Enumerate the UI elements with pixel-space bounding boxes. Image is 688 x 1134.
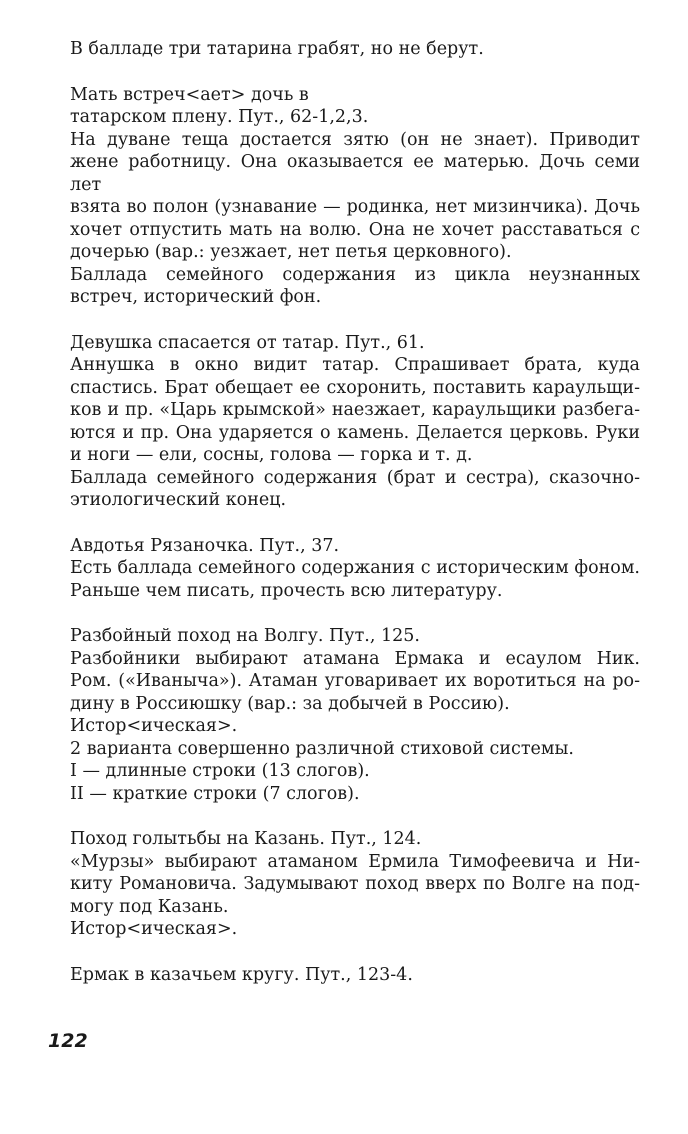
text-line: этиологический конец.	[70, 490, 287, 510]
text-line: жене работницу. Она оказывается ее матерью. Дочь семи лет	[70, 152, 640, 195]
text-line: Истор<ическая>.	[70, 919, 238, 939]
entry-title: Поход голытьбы на Казань. Пут., 124.	[70, 829, 422, 849]
text-line: спастись. Брат обещает ее схоронить, поставить караульщи-	[70, 377, 640, 398]
text-line: и ноги — ели, сосны, голова — горка и т. д.	[70, 445, 473, 465]
text-line: встреч, исторический фон.	[70, 287, 322, 307]
paragraph-gap	[70, 941, 640, 964]
entry-title: Девушка спасается от татар. Пут., 61.	[70, 332, 425, 353]
text-line: хочет отпустить мать на волю. Она не хочет расставаться с	[70, 219, 640, 240]
text-line: ются и пр. Она ударяется о камень. Делается церковь. Руки	[70, 422, 640, 443]
entry-title: Ермак в казачьем кругу. Пут., 123-4.	[70, 964, 413, 985]
page-body	[70, 38, 640, 986]
text-line: В балладе три татарина грабят, но не берут.	[70, 39, 484, 59]
text-line: Баллада семейного содержания из цикла неузнанных	[70, 264, 640, 285]
text-line: II — краткие строки (7 слогов).	[70, 783, 360, 804]
text-line: Раньше чем писать, прочесть всю литературу.	[70, 580, 503, 601]
entry-title: татарском плену. Пут., 62-1,2,3.	[70, 107, 369, 127]
page-number: 122	[48, 1030, 88, 1052]
entry-ballad-three-tatars	[70, 38, 640, 61]
text-line: дину в Россиюшку (вар.: за добычей в Россию).	[70, 693, 510, 714]
entry-mother-meets-daughter	[70, 84, 640, 309]
entry-raid-on-kazan	[70, 828, 640, 941]
entry-title: Авдотья Рязаночка. Пут., 37.	[70, 535, 340, 556]
entry-ermak-cossack-circle	[70, 964, 640, 987]
entry-title: Разбойный поход на Волгу. Пут., 125.	[70, 626, 420, 646]
text-line: Истор<ическая>.	[70, 716, 238, 736]
entry-avdotya-ryazanochka	[70, 535, 640, 603]
entry-title: Мать встреч<ает> дочь в	[70, 84, 309, 105]
paragraph-gap	[70, 309, 640, 332]
text-line: Баллада семейного содержания (брат и сестра), сказочно-	[70, 467, 640, 488]
text-line: I — длинные строки (13 слогов).	[70, 761, 370, 781]
text-line: 2 варианта совершенно различной стиховой системы.	[70, 738, 574, 759]
text-line: Аннушка в окно видит татар. Спрашивает брата, куда	[70, 355, 640, 375]
text-line: дочерью (вар.: уезжает, нет петья церковного).	[70, 242, 512, 262]
text-line: Разбойники выбирают атамана Ермака и есаулом Ник.	[70, 648, 640, 669]
text-line: Есть баллада семейного содержания с историческим фоном.	[70, 558, 640, 578]
text-line: Ром. («Иваныча»). Атаман уговаривает их воротиться на ро-	[70, 671, 640, 691]
text-line: ков и пр. «Царь крымской» наезжает, караульщики разбега-	[70, 400, 640, 420]
text-line: киту Романовича. Задумывают поход вверх по Волге на под-	[70, 874, 640, 894]
text-line: «Мурзы» выбирают атаманом Ермила Тимофеевича и Ни-	[70, 851, 640, 872]
text-line: взята во полон (узнавание — родинка, нет мизинчика). Дочь	[70, 197, 640, 217]
paragraph-gap	[70, 61, 640, 84]
entry-robber-raid-volga	[70, 625, 640, 805]
paragraph-gap	[70, 512, 640, 535]
paragraph-gap	[70, 602, 640, 625]
text-line: могу под Казань.	[70, 896, 229, 917]
text-line: На дуване теща достается зятю (он не знает). Приводит	[70, 129, 640, 150]
paragraph-gap	[70, 805, 640, 828]
entry-girl-escapes-tatars	[70, 332, 640, 512]
